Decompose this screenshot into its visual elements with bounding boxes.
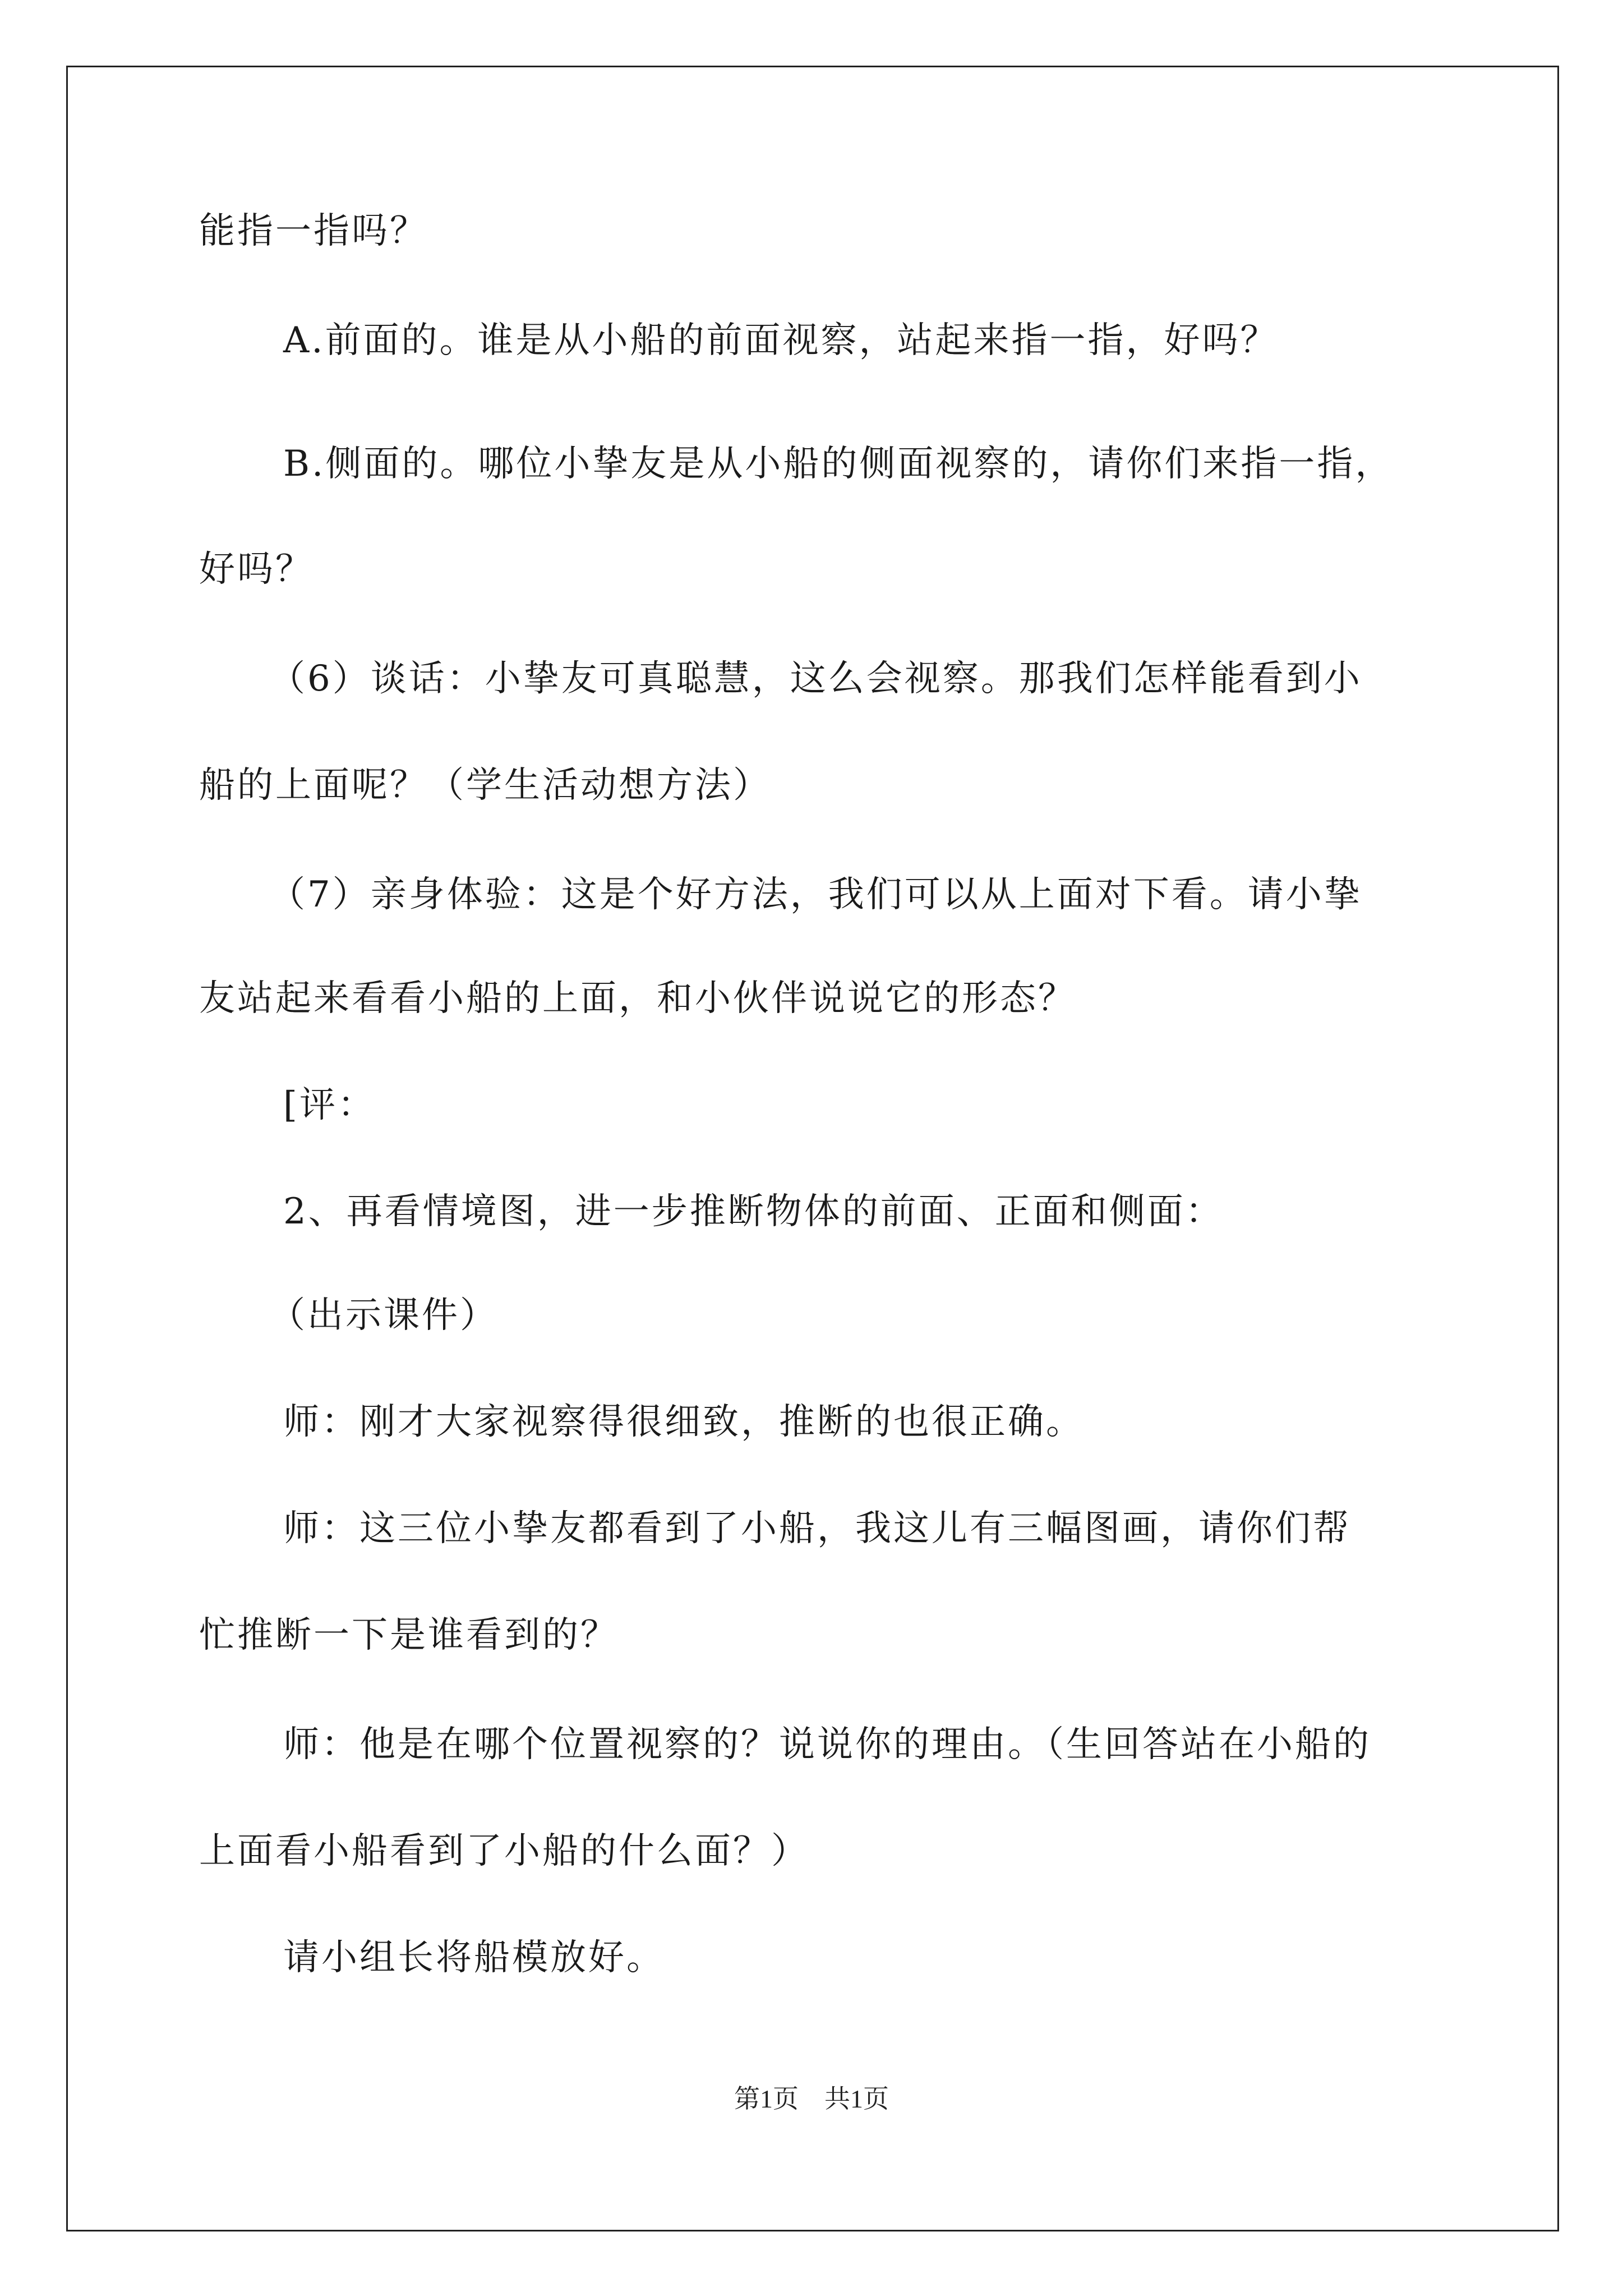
text-line: 师：刚才大家视察得很细致，推断的也很正确。 <box>283 1401 1084 1443</box>
text-line: 师：他是在哪个位置视察的？说说你的理由。（生回答站在小船的 <box>283 1724 1371 1765</box>
text-line: 能指一指吗？ <box>199 210 428 252</box>
text-line: 好吗？ <box>199 549 313 590</box>
text-line: 上面看小船看到了小船的什么面？） <box>199 1830 809 1872</box>
text-line: [评： <box>283 1084 376 1126</box>
text-line: 友站起来看看小船的上面，和小伙伴说说它的形态？ <box>199 978 1076 1019</box>
text-line: 船的上面呢？（学生活动想方法） <box>199 765 771 806</box>
text-line: 2、再看情境图，进一步推断物体的前面、正面和侧面： <box>283 1191 1224 1232</box>
page-border <box>66 66 1559 2231</box>
text-line: （出示课件） <box>269 1295 498 1336</box>
text-line: （7）亲身体验：这是个好方法，我们可以从上面对下看。请小挚 <box>269 874 1362 915</box>
page-number-footer: 第1页 共1页 <box>734 2085 889 2113</box>
text-line: （6）谈话：小挚友可真聪慧，这么会视察。那我们怎样能看到小 <box>269 658 1362 700</box>
text-line: B.侧面的。哪位小挚友是从小船的侧面视察的，请你们来指一指， <box>283 443 1394 485</box>
text-line: 请小组长将船模放好。 <box>283 1937 665 1978</box>
text-line: 忙推断一下是谁看到的？ <box>199 1614 619 1656</box>
text-line: A.前面的。谁是从小船的前面视察，站起来指一指，好吗？ <box>283 320 1279 361</box>
text-line: 师：这三位小挚友都看到了小船，我这儿有三幅图画，请你们帮 <box>283 1508 1351 1549</box>
